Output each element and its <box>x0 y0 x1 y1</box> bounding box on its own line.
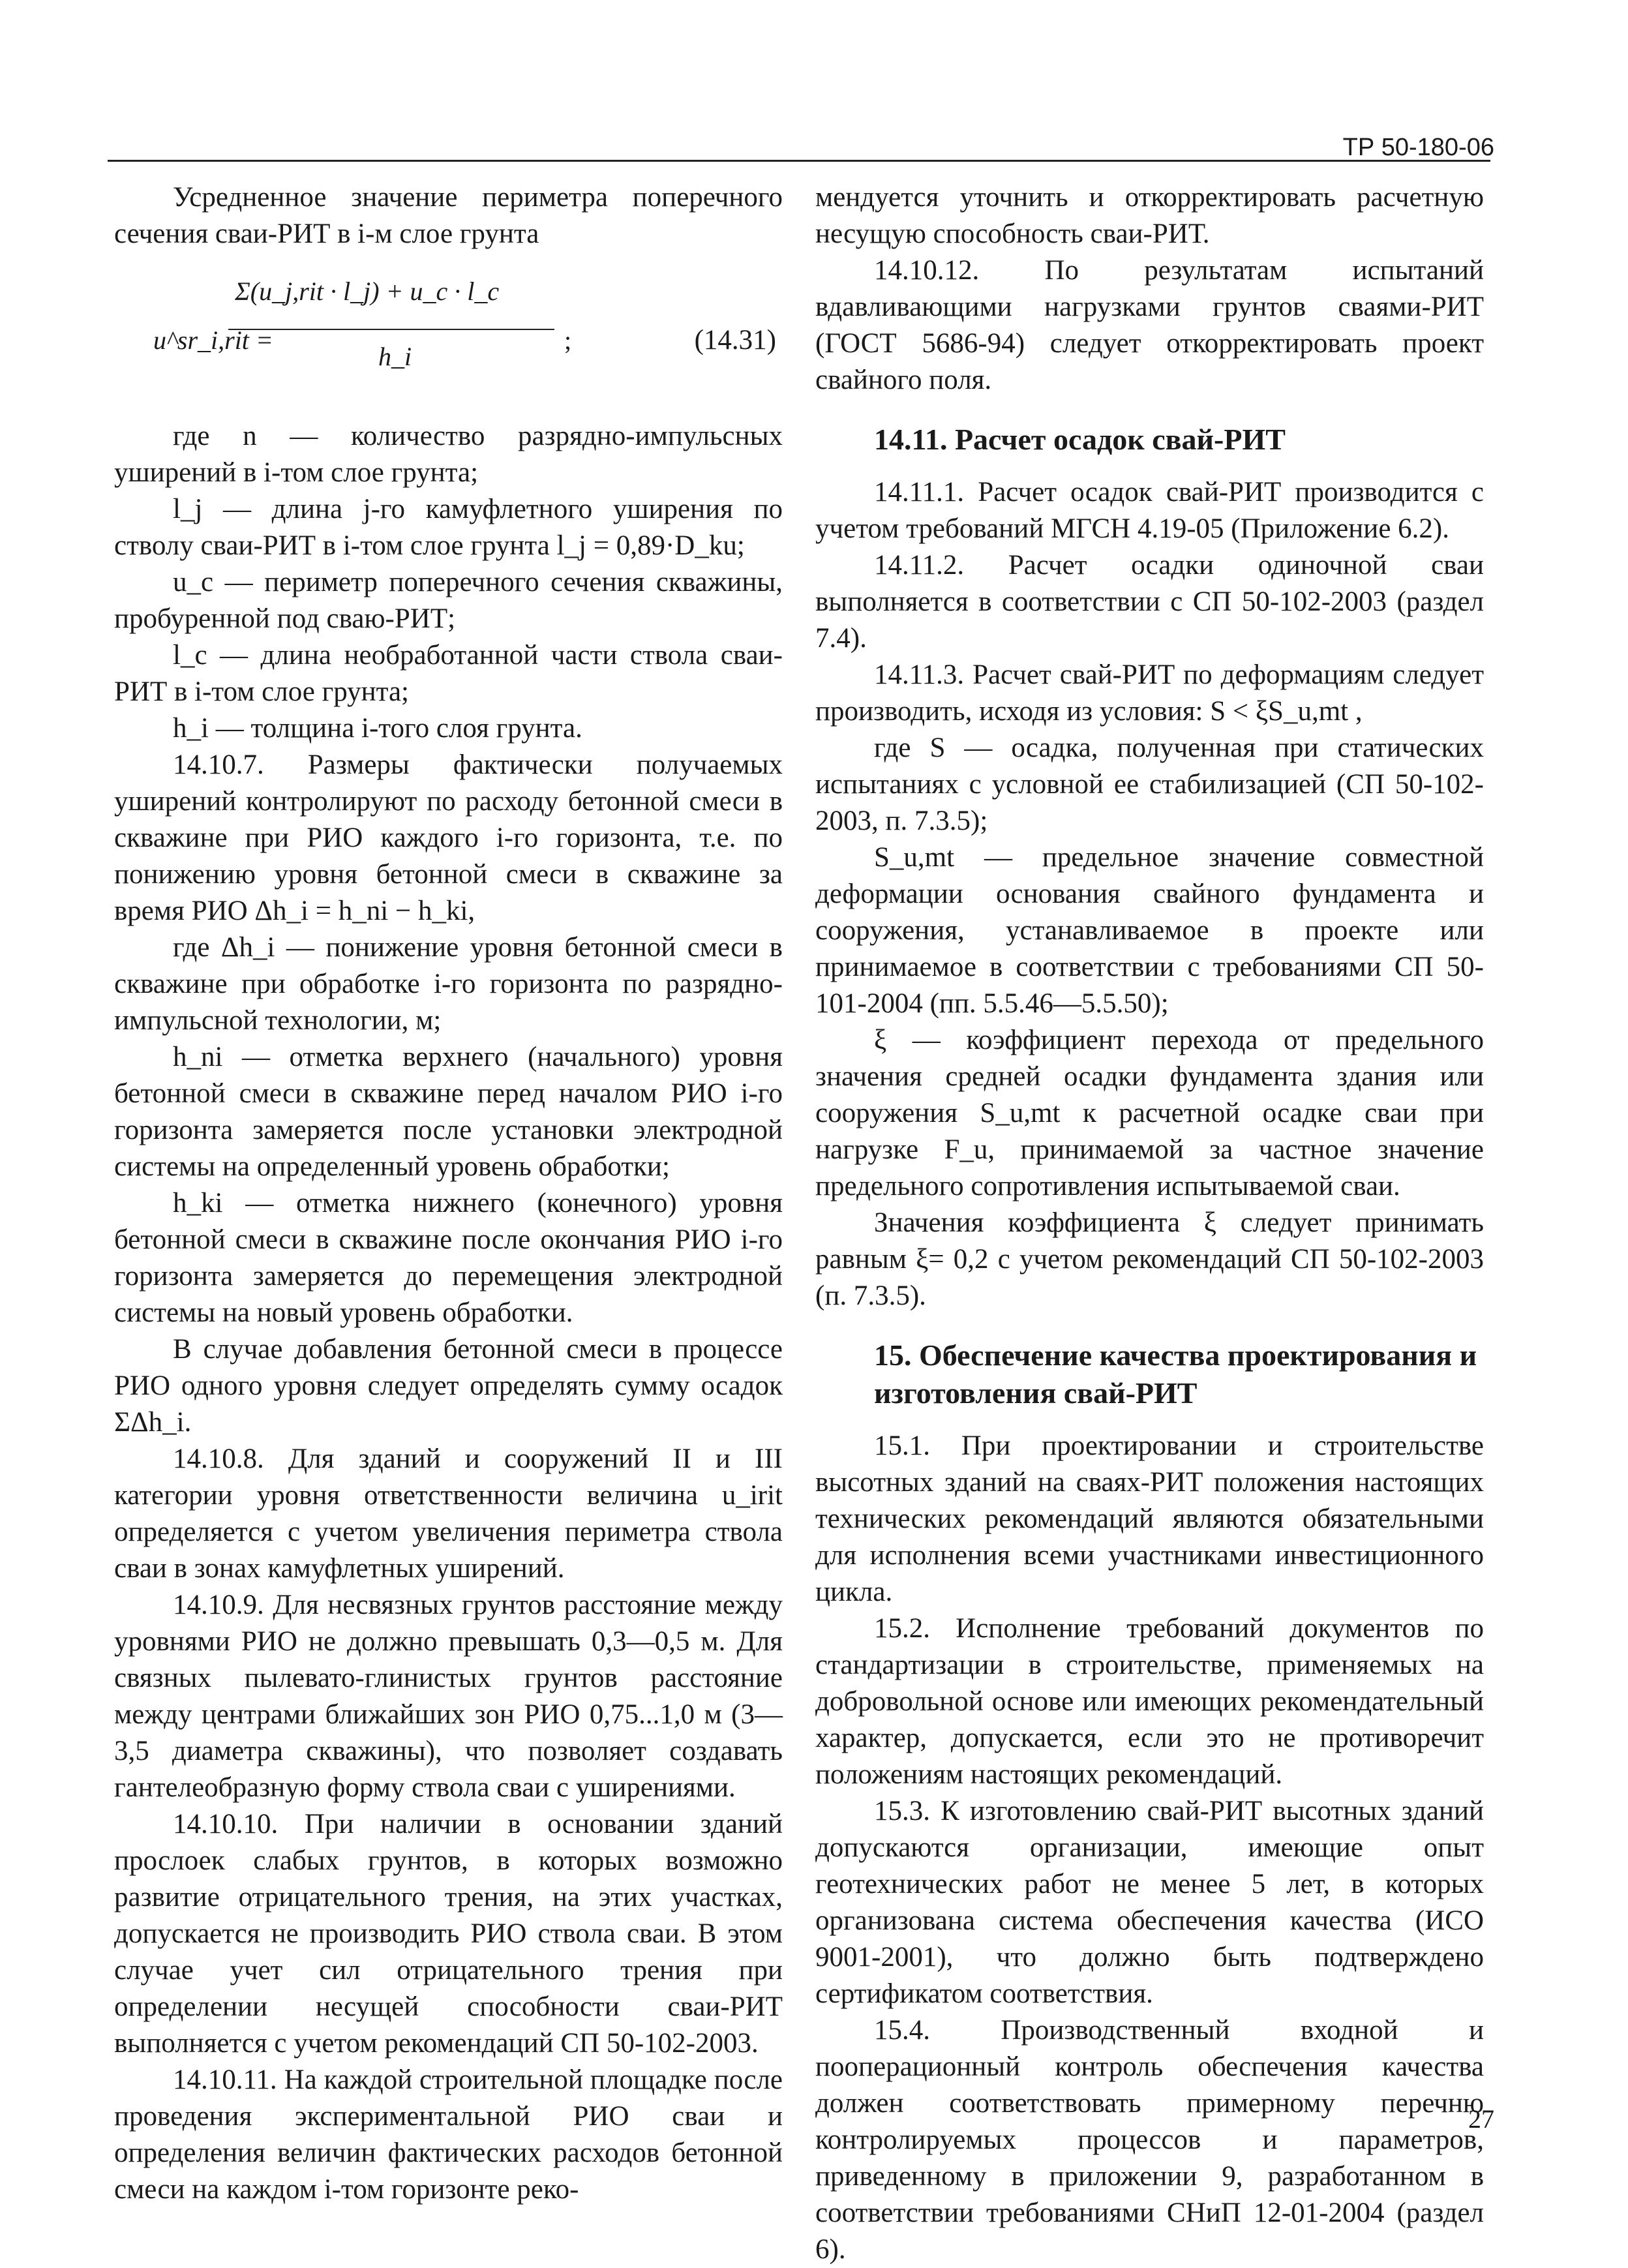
right-column <box>815 179 1484 2268</box>
paragraph: h_ni — отметка верхнего (начального) уровня бетонной смеси в скважине перед началом РИО i-го горизонта замеряется после установки электродной системы на определенный уровень обработки; <box>114 1042 783 1182</box>
paragraph: u_c — периметр поперечного сечения скважины, пробуренной под сваю-РИТ; <box>114 567 783 634</box>
paragraph: 14.11.1. Расчет осадок свай-РИТ производится с учетом требований МГСН 4.19-05 (Приложение 6.2). <box>815 477 1484 544</box>
paragraph: где n — количество разрядно-импульсных уширений в i-том слое грунта; <box>114 421 783 488</box>
document-code: ТР 50-180-06 <box>1342 134 1494 161</box>
paragraph: где S — осадка, полученная при статических испытаниях с условной ее стабилизацией (СП 50-102-2003, п. 7.3.5); <box>815 733 1484 836</box>
paragraph: S_u,mt — предельное значение совместной деформации основания свайного фундамента и сооружения, устанавливаемое в проекте или принимаемое в соответствии с требованиями СП 50-101-2004 (пп. 5.5.46—5.5.50); <box>815 842 1484 1019</box>
section-heading: 15. Обеспечение качества проектирования и изготовления свай-РИТ <box>874 1338 1477 1410</box>
paragraph: l_c — длина необработанной части ствола сваи-РИТ в i-том слое грунта; <box>114 640 783 707</box>
formula-numerator: Σ(u_j,rit · l_j) + u_c · l_c <box>235 277 500 306</box>
paragraph: 14.10.8. Для зданий и сооружений II и III категории уровня ответственности величина u_irit определяется с учетом увеличения периметра ствола сваи в зонах камуфлетных уширений. <box>114 1444 783 1584</box>
fraction-bar <box>228 329 554 330</box>
paragraph: ξ — коэффициент перехода от предельного значения средней осадки фундамента здания или сооружения S_u,mt к расчетной осадке сваи при нагрузке F_u, принимаемой за частное значение предельного сопротивления испытываемой сваи. <box>815 1025 1484 1202</box>
paragraph: h_i — толщина i-того слоя грунта. <box>173 713 582 744</box>
formula-denominator: h_i <box>378 342 412 371</box>
paragraph: 14.10.7. Размеры фактически получаемых уширений контролируют по расходу бетонной смеси в скважине при РИО каждого i-го горизонта, т.е. по понижению уровня бетонной смеси в скважине за время РИО Δh_i = h_ni − h_ki, <box>114 749 783 926</box>
paragraph: 14.10.10. При наличии в основании зданий прослоек слабых грунтов, в которых возможно развитие отрицательного трения, на этих участках, допускается не производить РИО ствола сваи. В этом случае учет сил отрицательного трения при определении несущей способности сваи-РИТ выполняется с учетом рекомендаций СП 50-102-2003. <box>114 1809 783 2059</box>
paragraph: где Δh_i — понижение уровня бетонной смеси в скважине при обработке i-го горизонта по разрядно-импульсной технологии, м; <box>114 932 783 1036</box>
paragraph: В случае добавления бетонной смеси в процессе РИО одного уровня следует определять сумму осадок ΣΔh_i. <box>114 1334 783 1438</box>
page-number: 27 <box>1468 2104 1494 2134</box>
paragraph: 15.1. При проектировании и строительстве высотных зданий на сваях-РИТ положения настоящих технических рекомендаций являются обязательными для исполнения всеми участниками инвестиционного цикла. <box>815 1430 1484 1607</box>
paragraph: 14.10.12. По результатам испытаний вдавливающими нагрузками грунтов сваями-РИТ (ГОСТ 5686-94) следует откорректировать проект свайного поля. <box>815 255 1484 395</box>
formula-lhs: u^sr_i,rit = <box>153 325 273 355</box>
formula-14-31 <box>114 260 783 410</box>
paragraph: 15.4. Производственный входной и пооперационный контроль обеспечения качества должен соответствовать примерному перечню контролируемых процессов и параметров, приведенному в приложении 9, разработанном в соответствии требованиями СНиП 12-01-2004 (раздел 6). <box>815 2015 1484 2265</box>
paragraph: 15.3. К изготовлению свай-РИТ высотных зданий допускаются организации, имеющие опыт геотехнических работ не менее 5 лет, в которых организована система обеспечения качества (ИСО 9001-2001), что должно быть подтверждено сертификатом соответствия. <box>815 1796 1484 2009</box>
paragraph: 14.11.3. Расчет свай-РИТ по деформациям следует производить, исходя из условия: S < ξS_u,mt , <box>815 659 1484 727</box>
paragraph: мендуется уточнить и откорректировать расчетную несущую способность сваи-РИТ. <box>815 182 1484 249</box>
paragraph: 15.2. Исполнение требований документов по стандартизации в строительстве, применяемых на добровольной основе или имеющих рекомендательный характер, допускается, если это не противоречит положениям настоящих рекомендаций. <box>815 1613 1484 1790</box>
formula-separator: ; <box>564 325 572 355</box>
left-column <box>114 179 783 2208</box>
paragraph: l_j — длина j-го камуфлетного уширения по стволу сваи-РИТ в i-том слое грунта l_j = 0,89·D_ku; <box>114 494 783 561</box>
equation-number: (14.31) <box>694 325 776 355</box>
paragraph: 14.10.9. Для несвязных грунтов расстояние между уровнями РИО не должно превышать 0,3—0,5 м. Для связных пылевато-глинистых грунтов расстояние между центрами ближайших зон РИО 0,75...1,0 м (3—3,5 диаметра скважины), что позволяет создавать гантелеобразную форму ствола сваи с уширениями. <box>114 1590 783 1803</box>
paragraph: Усредненное значение периметра поперечного сечения сваи-РИТ в i-м слое грунта <box>114 182 783 249</box>
paragraph: h_ki — отметка нижнего (конечного) уровня бетонной смеси в скважине после окончания РИО i-го горизонта замеряется до перемещения электродной системы на новый уровень обработки. <box>114 1188 783 1328</box>
paragraph: Значения коэффициента ξ следует принимать равным ξ= 0,2 с учетом рекомендаций СП 50-102-2003 (п. 7.3.5). <box>815 1207 1484 1311</box>
section-heading: 14.11. Расчет осадок свай-РИТ <box>874 423 1286 456</box>
header-rule <box>108 160 1490 162</box>
paragraph: 14.10.11. На каждой строительной площадке после проведения экспериментальной РИО сваи и определения величин фактических расходов бетонной смеси на каждом i-том горизонте реко- <box>114 2064 783 2205</box>
paragraph: 14.11.2. Расчет осадки одиночной сваи выполняется в соответствии с СП 50-102-2003 (раздел 7.4). <box>815 550 1484 654</box>
